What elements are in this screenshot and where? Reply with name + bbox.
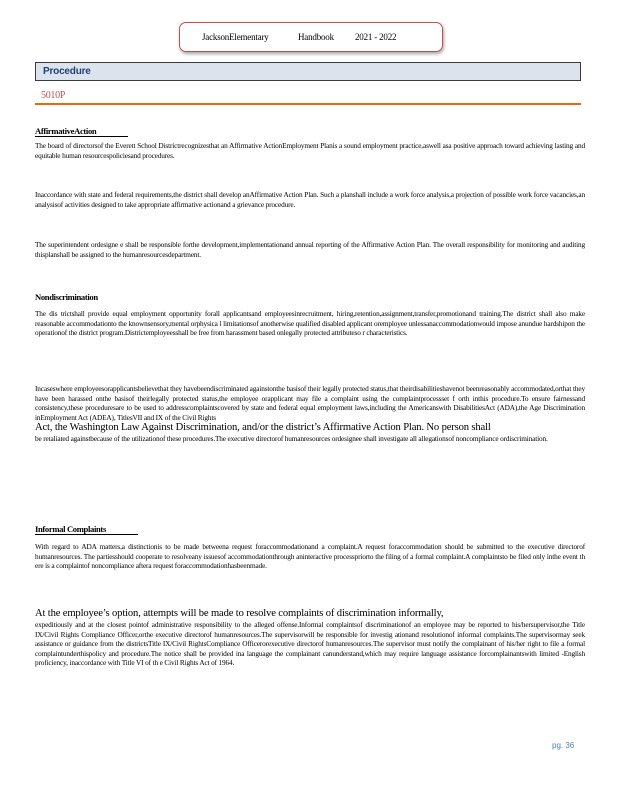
affirmative-action-paragraph-3: The superintendent ordesigne e shall be responsible forthe development,implementationand annual reporting of the Affirmative Action Plan. The overall responsibility for monitoring and auditing thisplanshall be assigned to the humanresourcesdepartment.	[35, 240, 585, 259]
affirmative-action-heading: AffirmativeAction	[35, 126, 128, 137]
nondiscrimination-paragraph-2	[35, 384, 585, 444]
affirmative-action-paragraph-2: Inaccordance with state and federal requirements,the district shall develop anAffirmative Action Plan. Such a planshall include a work force analysis,a projection of possible work force vacancies,an analysisof activities designed to take appropriate affirmative actionand a grievance procedure.	[35, 190, 585, 209]
nondiscrimination-paragraph-2-large-line: Act, the Washington Law Against Discrimination, and/or the district’s Affirmative Action Plan. No person shall	[35, 422, 491, 433]
page-number: pg. 36	[552, 741, 575, 750]
nondiscrimination-heading: Nondiscrimination	[35, 292, 98, 302]
affirmative-action-paragraph-1: The board of directorsof the Everett School Districtrecognizesthat an Affirmative ActionEmployment Planis a sound employment practice,aswell asa positive approach toward achieving lasting and equitable human resourcespoliciesand procedures.	[35, 141, 585, 160]
nondiscrimination-paragraph-2-end: be retaliated againstbecause of the utilizationof these procedures.The executive directorof humanresources ordesignee shall investigate all allegationsof noncompliance ordiscrimination.	[35, 434, 548, 443]
procedure-section-bar	[35, 62, 581, 81]
informal-complaints-paragraph-2	[35, 608, 585, 668]
policy-number-bar	[35, 88, 581, 105]
informal-complaints-paragraph-2-rest: expeditiously and at the closest pointof administrative responsibility to the alleged offense.Informal complaintsof discriminationof an employee may be reported to his/hersupervisor,the Title IX/Civil Rights Compliance Officer,orthe executive directorof humanresources.The supervisorwill be responsible for investig ationand resolutionof informal complaints.The supervisormay seek assistance or guidance from the districtsTitle IX/Civil RightsCompliance Officerorexecutive directorof humanresources.The supervisor must notify the complainant of his/her right to file a formal complaintunderthispolicy and procedure.The notice shall be provided ina language the complainant canunderstand,which may require language assistance forcomplainantswith limited -English proficiency, inaccordance with Title VI of th e Civil Rights Act of 1964.	[35, 620, 585, 667]
nondiscrimination-paragraph-1: The dis trictshall provide equal employment opportunity forall applicantsand employeesinrecruitment, hiring,retention,assignment,transfer,promotionand training.The district shall also make reasonable accommodationto the knownsensory,mental orphysica l limitationsof anotherwise qualified disabled applicant oremployee unlessanaccommodationwould impose anundue hardshipon the operationof the district program.Districtemployeesshall be free from harassment based onlegally protected attributeso r characteristics.	[35, 309, 585, 337]
document-title: Handbook	[298, 32, 334, 42]
procedure-label: Procedure	[43, 66, 91, 77]
policy-number: 5010P	[41, 90, 66, 101]
school-year: 2021 - 2022	[355, 32, 397, 42]
informal-complaints-heading: Informal Complaints	[35, 524, 138, 535]
informal-complaints-paragraph-2-large-line: At the employee’s option, attempts will be made to resolve complaints of discrimination informally,	[35, 608, 444, 619]
school-name: JacksonElementary	[202, 32, 269, 42]
informal-complaints-paragraph-1: With regard to ADA matters,a distinctionis to be made betweena request foraccommodationand a complaint.A request foraccommodation should be submitted to the executive directorof humanresources. The partiesshould cooperate to resolveany issuesof accommodationthrough aninteractive processpriorto the filing of a formal complaint.A complaintsto be filed only inthe event th ere is a complaintof noncompliance aftera request foraccommodationhasbeenmade.	[35, 542, 585, 570]
nondiscrimination-paragraph-2-start: Incaseswhere employeesorapplicantsbelievethat they havebeendiscriminated againstonthe basisof their legally protected status,that theirdisabilitieshavenot beenreasonably accommodated,orthat they have been harassed onthe basisof theirlegally protected status,the employee orapplicant may file a complaint using the complaintprocessset f orth inthis procedure.To ensure fairnessand consistency,these proceduresare to be used to addresscomplaintscovered by state and federal equal employment laws,including the Americanswith DisabilitiesAct (ADA),the Age Discrimination inEmployment Act (ADEA), TitlesVII and IX of the Civil Rights	[35, 384, 585, 422]
document-header	[179, 22, 443, 52]
